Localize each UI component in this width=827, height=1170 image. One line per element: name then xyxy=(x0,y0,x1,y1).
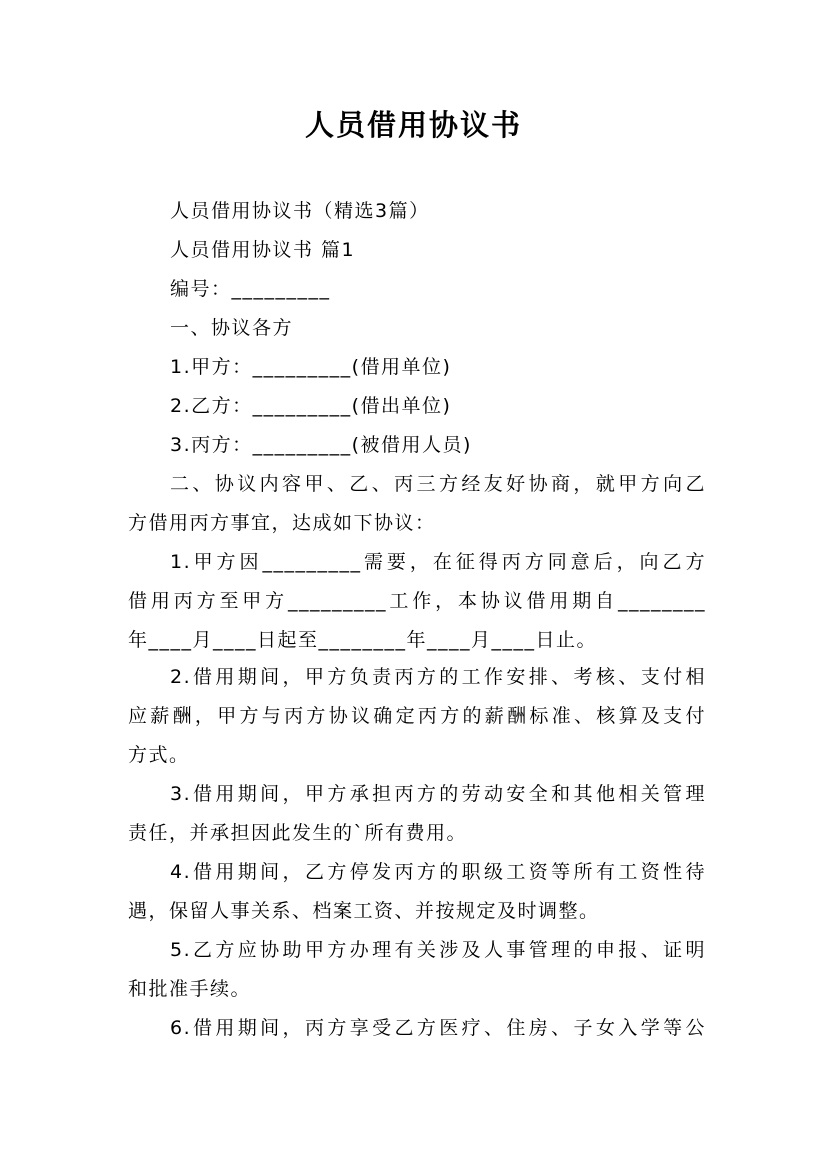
doc-subtitle: 人员借用协议书（精选3篇） xyxy=(170,200,430,222)
section-heading: 人员借用协议书 篇1 xyxy=(170,239,356,261)
paragraph-line: 方式。 xyxy=(128,744,190,766)
paragraph-line: 2.借用期间，甲方负责丙方的工作安排、考核、支付相 xyxy=(170,666,706,688)
paragraph-line: 遇，保留人事关系、档案工资、并按规定及时调整。 xyxy=(128,900,600,922)
paragraph-line: 1.甲方因_________需要，在征得丙方同意后，向乙方 xyxy=(170,551,706,573)
paragraph-line: 3.借用期间，甲方承担丙方的劳动安全和其他相关管理 xyxy=(170,783,706,805)
paragraph-line: 责任，并承担因此发生的`所有费用。 xyxy=(128,822,468,844)
paragraph-line: 方借用丙方事宜，达成如下协议： xyxy=(128,512,436,534)
paragraph-line: 二、协议内容甲、乙、丙三方经友好协商，就甲方向乙 xyxy=(170,473,706,495)
party-line: 2.乙方：_________(借出单位) xyxy=(170,395,452,417)
clause-heading: 一、协议各方 xyxy=(170,317,294,339)
paragraph-line: 年____月____日起至________年____月____日止。 xyxy=(128,629,598,651)
party-line: 1.甲方：_________(借用单位) xyxy=(170,356,452,378)
paragraph-line: 6.借用期间，丙方享受乙方医疗、住房、子女入学等公 xyxy=(170,1017,706,1039)
paragraph-line: 和批准手续。 xyxy=(128,978,252,1000)
doc-number-line: 编号：_________ xyxy=(170,278,331,300)
page-title: 人员借用协议书 xyxy=(304,108,522,142)
paragraph-line: 借用丙方至甲方_________工作，本协议借用期自________ xyxy=(128,590,706,612)
paragraph-line: 应薪酬，甲方与丙方协议确定丙方的薪酬标准、核算及支付 xyxy=(128,705,706,727)
party-line: 3.丙方：_________(被借用人员) xyxy=(170,434,472,456)
paragraph-line: 5.乙方应协助甲方办理有关涉及人事管理的申报、证明 xyxy=(170,939,706,961)
paragraph-line: 4.借用期间，乙方停发丙方的职级工资等所有工资性待 xyxy=(170,861,706,883)
